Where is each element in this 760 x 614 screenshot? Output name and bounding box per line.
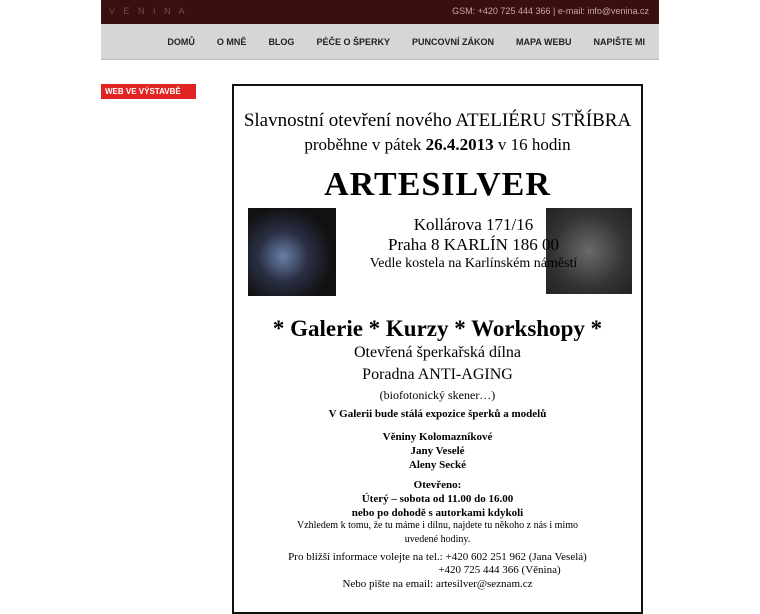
poster-line-scanner: (biofotonický skener…) [379,388,496,402]
poster-date-line [234,135,641,155]
opening-hours-note: nebo po dohodě s autorkami kdykoli [351,507,524,519]
nav-item-blog[interactable]: BLOG [268,36,295,47]
opening-hours: Úterý – sobota od 11.00 do 16.00 [361,493,514,505]
author-name: Jany Veselé [410,445,465,457]
poster-headline: Slavnostní otevření nového ATELIÉRU STŘÍBRA [243,110,632,131]
opening-hours-label: Otevřeno: [413,479,462,491]
nav-item-home[interactable]: DOMŮ [167,36,195,47]
brand-logo[interactable]: V E N I N A [109,6,188,16]
contact-info: GSM: +420 725 444 366 | e-mail: info@venina.cz [452,6,649,16]
nav-item-jewelry-care[interactable]: PÉČE O ŠPERKY [316,36,390,47]
under-construction-badge: WEB VE VÝSTAVBĚ [101,84,196,99]
nav-item-contact[interactable]: NAPIŠTE MI [593,36,645,47]
email-info: Nebo pište na email: artesilver@seznam.cz [342,578,533,590]
poster-title: ARTESILVER [324,166,551,203]
poster-line-exhibition: V Galerii bude stálá expozice šperků a modelů [328,408,547,420]
workshop-note: Vzhledem k tomu, že tu máme i dílnu, najdete tu někoho z nás i mimo [296,520,579,531]
phone-info: Pro bližší informace volejte na tel.: +420 602 251 962 (Jana Veselá) [288,551,587,563]
author-name: Aleny Secké [408,459,467,471]
poster-line-workshop: Otevřená šperkařská dílna [353,344,522,361]
workshop-note-2: uvedené hodiny. [404,534,471,545]
address-street: Kollárova 171/16 [413,215,534,234]
nav-item-hallmark-law[interactable]: PUNCOVNÍ ZÁKON [411,36,494,47]
nav-item-sitemap[interactable]: MAPA WEBU [515,36,572,47]
poster-tagline: * Galerie * Kurzy * Workshopy * [272,316,603,341]
date-suffix: v 16 hodin [497,135,571,154]
date-prefix: proběhne v pátek [304,135,422,154]
address-note: Vedle kostela na Karlínském náměstí [369,256,578,271]
event-date: 26.4.2013 [425,135,494,154]
author-name: Věniny Kolomazníkové [382,431,493,443]
phone-info-2: +420 725 444 366 (Věnina) [438,564,561,576]
event-poster [232,84,643,614]
poster-line-antiaging: Poradna ANTI-AGING [362,366,513,383]
nav-item-about[interactable]: O MNĚ [216,36,247,47]
address-city: Praha 8 KARLÍN 186 00 [388,235,559,254]
top-bar [101,0,659,24]
main-navigation [101,24,659,60]
